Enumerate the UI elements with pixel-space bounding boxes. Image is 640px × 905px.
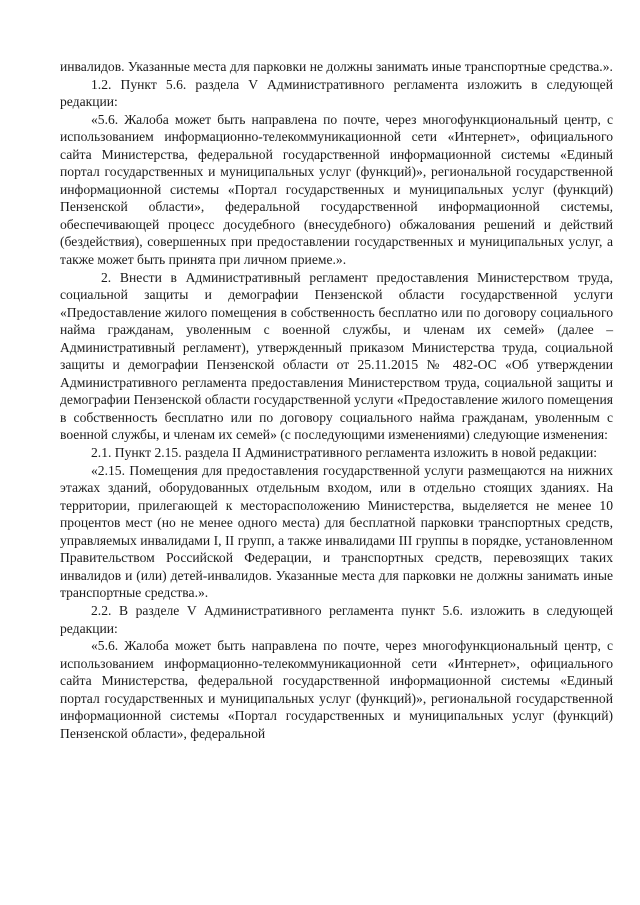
- document-page: [60, 58, 613, 742]
- paragraph-4: 2. Внести в Административный регламент предоставления Министерством труда, социальной защиты и демографии Пензенской области государственной услуги «Предоставление жилого помещения в собственность бесплатно или по договору социального найма гражданам, уволенным с военной службы, и членам их семей» (далее – Административный регламент), утвержденный приказом Министерства труда, социальной защиты и демографии Пензенской области от 25.11.2015 № 482-ОС «Об утверждении Административного регламента предоставления Министерством труда, социальной защиты и демографии Пензенской области государственной услуги «Предоставление жилого помещения в собственность бесплатно или по договору социального найма гражданам, уволенным с военной службы, и членам их семей» (с последующими изменениями) следующие изменения:: [60, 269, 613, 443]
- paragraph-3: «5.6. Жалоба может быть направлена по почте, через многофункциональный центр, с использованием информационно-телекоммуникационной сети «Интернет», официального сайта Министерства, федеральной государственной информационной системы «Единый портал государственных и муниципальных услуг (функций)», региональной государственной информационной системы «Портал государственных и муниципальных услуг (функций) Пензенской области», федеральной государственной информационной системы, обеспечивающей процесс досудебного (внесудебного) обжалования решений и действий (бездействия), совершенных при предоставлении государственных и муниципальных услуг, а также может быть принята при личном приеме.».: [60, 111, 613, 268]
- paragraph-5: 2.1. Пункт 2.15. раздела II Административного регламента изложить в новой редакции:: [91, 445, 598, 461]
- paragraph-6: «2.15. Помещения для предоставления государственной услуги размещаются на нижних этажах зданий, оборудованных отдельным входом, или в отдельно стоящих зданиях. На территории, прилегающей к месторасположению Министерства, выделяется не менее 10 процентов мест (но не менее одного места) для бесплатной парковки транспортных средств, управляемых инвалидами I, II групп, а также инвалидами III группы в порядке, установленном Правительством Российской Федерации, и транспортных средств, перевозящих таких инвалидов и (или) детей-инвалидов. Указанные места для парковки не должны занимать иные транспортные средства.».: [60, 462, 613, 601]
- paragraph-2: 1.2. Пункт 5.6. раздела V Административного регламента изложить в следующей редакции:: [60, 76, 613, 110]
- paragraph-1: инвалидов. Указанные места для парковки не должны занимать иные транспортные средства.».: [60, 59, 613, 74]
- paragraph-7: 2.2. В разделе V Административного регламента пункт 5.6. изложить в следующей редакции:: [60, 602, 613, 636]
- paragraph-8: «5.6. Жалоба может быть направлена по почте, через многофункциональный центр, с использованием информационно-телекоммуникационной сети «Интернет», официального сайта Министерства, федеральной государственной информационной системы «Единый портал государственных и муниципальных услуг (функций)», региональной государственной информационной системы «Портал государственных и муниципальных услуг (функций) Пензенской области», федеральной: [60, 638, 613, 741]
